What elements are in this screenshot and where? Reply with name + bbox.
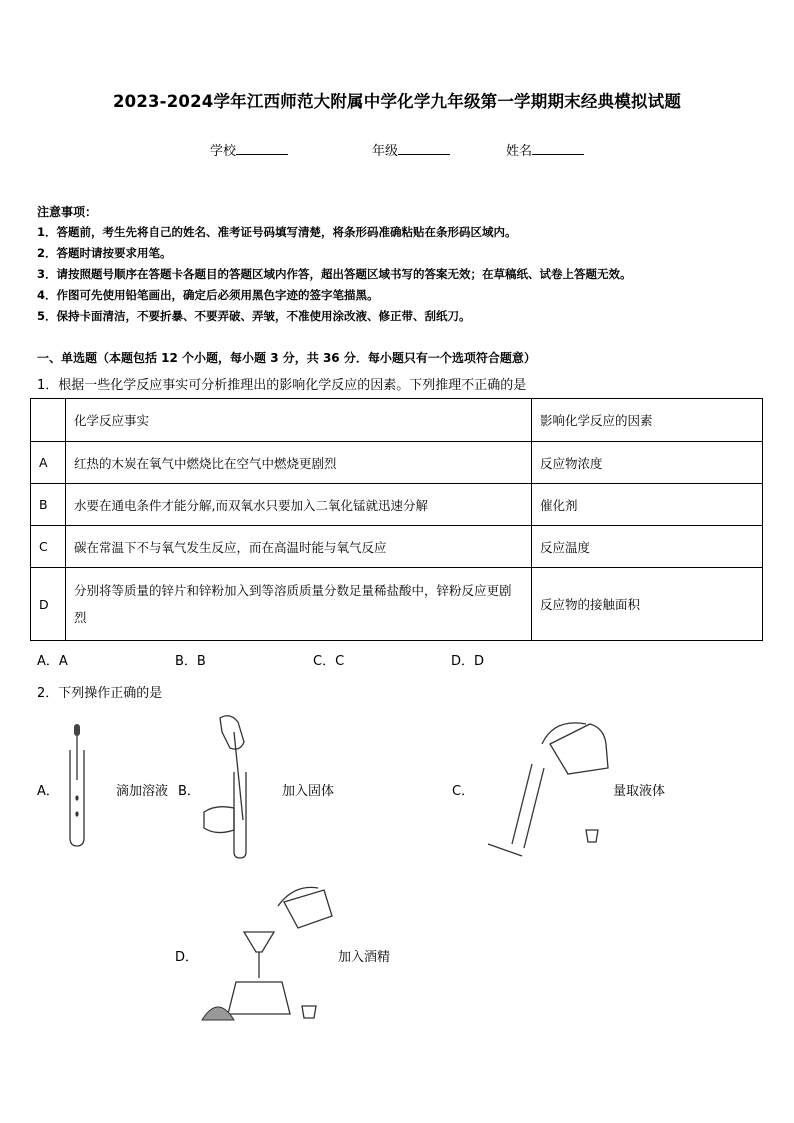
alcohol-lamp-illustration (198, 882, 338, 1026)
note-item: 2．答题时请按要求用笔。 (37, 246, 172, 260)
row-fact: 碳在常温下不与氧气发生反应，而在高温时能与氧气反应 (66, 526, 532, 568)
school-label: 学校 (210, 144, 237, 159)
name-blank[interactable] (532, 142, 584, 155)
q2-option-d-key[interactable]: D． (175, 950, 199, 965)
funnel (244, 932, 274, 952)
drop (75, 811, 78, 816)
grade-blank[interactable] (398, 142, 450, 155)
measuring-cylinder (524, 768, 544, 848)
table-cell (31, 399, 66, 442)
row-factor: 反应物的接触面积 (532, 568, 763, 641)
table-row (31, 484, 763, 526)
solid-addition-illustration (200, 712, 270, 860)
dropper-test-tube-illustration (62, 722, 92, 850)
grade-field[interactable] (372, 140, 450, 159)
grade-label: 年级 (372, 144, 399, 159)
note-item: 4．作图可先使用铅笔画出，确定后必须用黑色字迹的签字笔描黑。 (37, 288, 379, 302)
q1-option-a[interactable]: A．A (37, 654, 68, 669)
reagent-bottle (550, 724, 608, 774)
table-header-row (31, 399, 763, 442)
note-item: 1．答题前，考生先将自己的姓名、准考证号码填写清楚，将条形码准确粘贴在条形码区域内。 (37, 225, 517, 239)
question-1-table (30, 398, 763, 641)
row-key: B (31, 484, 66, 526)
alcohol-lamp (228, 982, 290, 1014)
q2-option-a-label: 滴加溶液 (116, 784, 169, 799)
table-row (31, 568, 763, 641)
name-label: 姓名 (506, 144, 533, 159)
school-field[interactable] (210, 140, 288, 159)
name-field[interactable] (506, 140, 584, 159)
q2-option-b-label: 加入固体 (282, 784, 335, 799)
hand (542, 723, 586, 744)
row-factor: 反应温度 (532, 526, 763, 568)
notes-heading: 注意事项： (37, 205, 98, 219)
row-fact: 红热的木炭在氧气中燃烧比在空气中燃烧更剧烈 (66, 442, 532, 484)
note-item: 3．请按照题号顺序在答题卡各题目的答题区域内作答，超出答题区域书写的答案无效；在草稿纸、试卷上答题无效。 (37, 267, 632, 281)
q1-option-c[interactable]: C．C (313, 654, 345, 669)
school-blank[interactable] (236, 142, 288, 155)
question-1-stem: 1．根据一些化学反应事实可分析推理出的影响化学反应的因素。下列推理不正确的是 (37, 378, 527, 393)
hand (204, 807, 234, 833)
bottle-stopper (302, 1006, 316, 1018)
reagent-bottle (284, 890, 332, 928)
q2-option-c-key[interactable]: C． (452, 784, 475, 799)
row-fact: 水要在通电条件才能分解,而双氧水只要加入二氧化锰就迅速分解 (66, 484, 532, 526)
section-heading: 一、单选题（本题包括 12 个小题，每小题 3 分，共 36 分．每小题只有一个选项符合题意） (37, 351, 536, 365)
row-key: A (31, 442, 66, 484)
note-item: 5．保持卡面清洁，不要折暴、不要弄破、弄皱，不准使用涂改液、修正带、刮纸刀。 (37, 309, 471, 323)
q2-option-d-label: 加入酒精 (338, 950, 391, 965)
table-header-factor: 影响化学反应的因素 (532, 399, 763, 442)
measuring-cylinder-illustration (482, 714, 614, 858)
drop (75, 795, 78, 800)
hand (220, 716, 244, 749)
cylinder-base (488, 844, 522, 856)
row-fact: 分别将等质量的锌片和锌粉加入到等溶质质量分数足量稀盐酸中，锌粉反应更剧烈 (66, 568, 532, 641)
dropper-bulb (74, 724, 80, 736)
table-row (31, 442, 763, 484)
row-key: C (31, 526, 66, 568)
q2-option-b-key[interactable]: B． (178, 784, 200, 799)
q2-option-a-key[interactable]: A． (37, 784, 59, 799)
q2-option-c-label: 量取液体 (613, 784, 666, 799)
q1-option-b[interactable]: B．B (175, 654, 206, 669)
measuring-cylinder (512, 764, 532, 844)
page-title: 2023-2024学年江西师范大附属中学化学九年级第一学期期末经典模拟试题 (112, 92, 682, 111)
bottle-stopper (586, 830, 598, 842)
table-row (31, 526, 763, 568)
row-factor: 反应物浓度 (532, 442, 763, 484)
row-factor: 催化剂 (532, 484, 763, 526)
question-2-stem: 2．下列操作正确的是 (37, 686, 163, 701)
table-header-fact: 化学反应事实 (66, 399, 532, 442)
row-key: D (31, 568, 66, 641)
q1-option-d[interactable]: D．D (451, 654, 485, 669)
